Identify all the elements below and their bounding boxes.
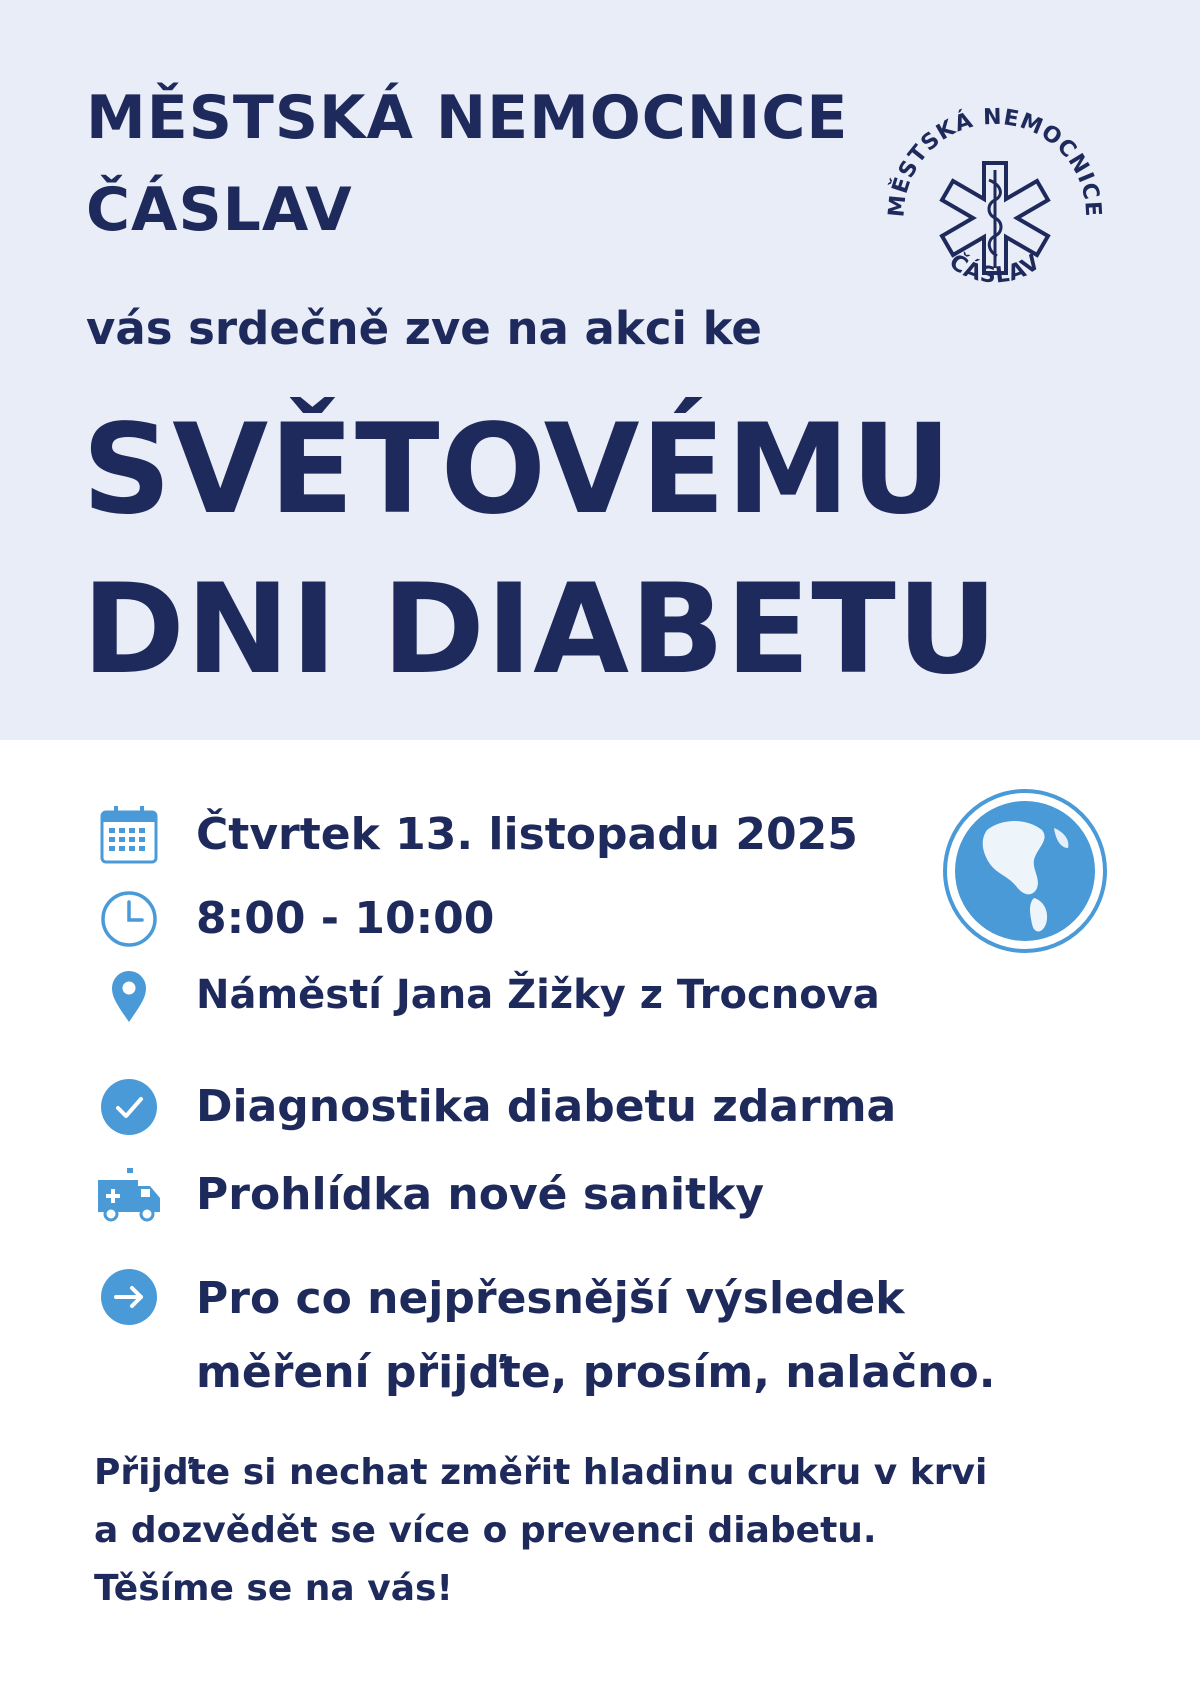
event-place: Náměstí Jana Žižky z Trocnova: [196, 972, 880, 1018]
note-line-2: měření přijďte, prosím, nalačno.: [196, 1347, 996, 1398]
arrow-right-circle-icon: [94, 1262, 164, 1332]
event-headline: [82, 390, 999, 710]
event-time: 8:00 - 10:00: [196, 893, 495, 944]
footer-text: [94, 1444, 987, 1618]
location-pin-icon: [94, 960, 164, 1030]
check-circle-icon: [94, 1072, 164, 1142]
org-line-1: MĚSTSKÁ NEMOCNICE: [86, 83, 849, 153]
logo-arc-top-text: MĚSTSKÁ NEMOCNICE: [884, 104, 1106, 219]
calendar-icon: [94, 800, 164, 870]
globe-icon: [942, 788, 1108, 954]
footer-line-2: a dozvědět se více o prevenci diabetu.: [94, 1510, 877, 1551]
hospital-logo: [880, 100, 1110, 330]
fasting-note: [196, 1262, 995, 1410]
headline-line-1: SVĚTOVÉMU: [82, 398, 953, 542]
feature-ambulance: Prohlídka nové sanitky: [196, 1169, 765, 1220]
organization-name: [86, 72, 886, 256]
ambulance-icon: [94, 1160, 164, 1230]
headline-line-2: DNI DIABETU: [82, 558, 999, 702]
org-line-2: ČÁSLAV: [86, 175, 353, 245]
event-date: Čtvrtek 13. listopadu 2025: [196, 809, 858, 860]
logo-arc-bottom-text: ČÁSLAV: [944, 249, 1046, 289]
feature-diagnostics: Diagnostika diabetu zdarma: [196, 1081, 897, 1132]
note-line-1: Pro co nejpřesnější výsledek: [196, 1273, 905, 1324]
footer-line-1: Přijďte si nechat změřit hladinu cukru v krvi: [94, 1452, 988, 1493]
invitation-text: vás srdečně zve na akci ke: [86, 302, 762, 355]
footer-line-3: Těšíme se na vás!: [94, 1568, 453, 1609]
clock-icon: [94, 884, 164, 954]
